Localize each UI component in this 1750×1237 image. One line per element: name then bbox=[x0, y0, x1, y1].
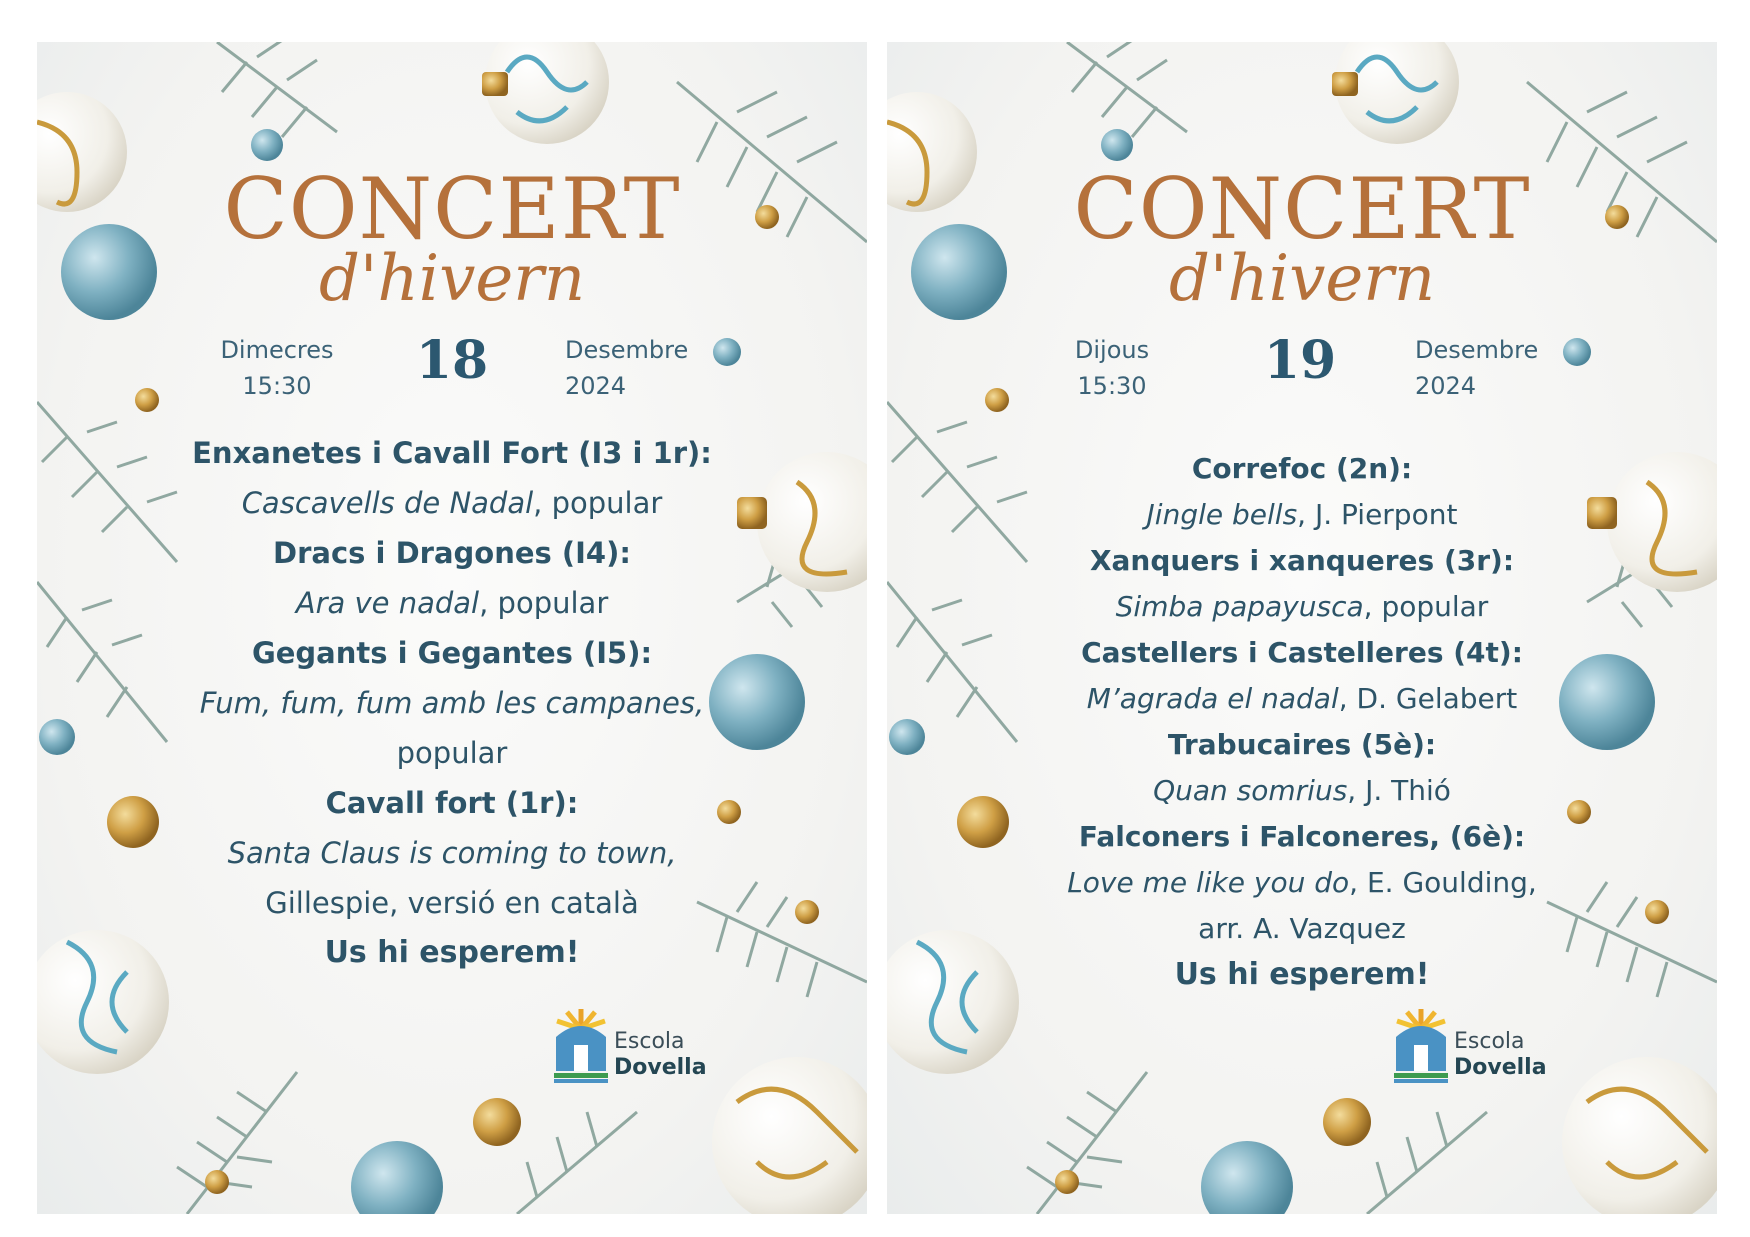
song-title: Santa Claus is coming to town, bbox=[227, 836, 677, 870]
song-title: Fum, fum, fum amb les campanes, bbox=[199, 686, 705, 720]
group-name: Correfoc (2n): bbox=[1191, 452, 1413, 485]
month-year bbox=[565, 332, 725, 404]
school-logo bbox=[552, 1007, 722, 1087]
school-name bbox=[1454, 1029, 1547, 1081]
school-name-line1: Escola bbox=[614, 1029, 685, 1054]
song-credit: , J. Pierpont bbox=[1297, 498, 1458, 531]
poster-title: CONCERT bbox=[1073, 160, 1531, 258]
time: 15:30 bbox=[1077, 372, 1147, 400]
day-number: 18 bbox=[415, 330, 489, 391]
time: 15:30 bbox=[242, 372, 312, 400]
weekday-time bbox=[1032, 332, 1192, 404]
weekday: Dijous bbox=[1074, 336, 1150, 364]
weekday: Dimecres bbox=[220, 336, 334, 364]
song-line bbox=[947, 676, 1657, 722]
month-year bbox=[1415, 332, 1575, 404]
song-line bbox=[947, 584, 1657, 630]
poster-subtitle: d'hivern bbox=[1168, 242, 1436, 316]
group-name: Falconers i Falconeres, (6è): bbox=[1078, 820, 1526, 853]
song-title: Love me like you do bbox=[1067, 866, 1350, 899]
month: Desembre bbox=[565, 336, 689, 364]
song-title: Ara ve nadal bbox=[295, 586, 480, 620]
school-logo-icon bbox=[1392, 1007, 1450, 1087]
song-line bbox=[947, 492, 1657, 538]
song-title: Quan somrius bbox=[1153, 774, 1348, 807]
group-name: Cavall fort (1r): bbox=[325, 786, 579, 820]
song-line bbox=[97, 578, 807, 628]
closing-message: Us hi esperem! bbox=[324, 935, 580, 970]
song-credit-line: popular bbox=[396, 736, 508, 770]
song-line bbox=[947, 768, 1657, 814]
song-line bbox=[97, 478, 807, 528]
song-credit: , D. Gelabert bbox=[1338, 682, 1518, 715]
song-title: Cascavells de Nadal bbox=[241, 486, 534, 520]
group-name: Castellers i Castelleres (4t): bbox=[1081, 636, 1523, 669]
song-credit-line: Gillespie, versió en català bbox=[265, 886, 639, 920]
song-title: Simba papayusca bbox=[1115, 590, 1364, 623]
group-name: Enxanetes i Cavall Fort (I3 i 1r): bbox=[192, 436, 712, 470]
song-title-line bbox=[97, 828, 807, 878]
day-number: 19 bbox=[1263, 330, 1337, 391]
song-line bbox=[947, 860, 1657, 906]
school-logo-icon bbox=[552, 1007, 610, 1087]
closing-message: Us hi esperem! bbox=[1174, 957, 1430, 992]
song-credit: , J. Thió bbox=[1347, 774, 1451, 807]
song-arrangement-line: arr. A. Vazquez bbox=[1198, 912, 1406, 945]
song-title: M’agrada el nadal bbox=[1086, 682, 1339, 715]
song-credit: , popular bbox=[533, 486, 663, 520]
song-credit: , E. Goulding, bbox=[1349, 866, 1537, 899]
song-title: Jingle bells bbox=[1146, 498, 1298, 531]
school-name-line1: Escola bbox=[1454, 1029, 1525, 1054]
poster-subtitle: d'hivern bbox=[318, 242, 586, 316]
year: 2024 bbox=[565, 372, 627, 400]
poster-title: CONCERT bbox=[223, 160, 681, 258]
group-name: Dracs i Dragones (I4): bbox=[273, 536, 631, 570]
school-name-line2: Dovella bbox=[1454, 1055, 1547, 1080]
year: 2024 bbox=[1415, 372, 1477, 400]
song-credit: , popular bbox=[1363, 590, 1489, 623]
school-name-line2: Dovella bbox=[614, 1055, 707, 1080]
school-name bbox=[614, 1029, 707, 1081]
month: Desembre bbox=[1415, 336, 1539, 364]
group-name: Trabucaires (5è): bbox=[1167, 728, 1437, 761]
school-logo bbox=[1392, 1007, 1562, 1087]
weekday-time bbox=[197, 332, 357, 404]
song-title-line bbox=[97, 678, 807, 728]
group-name: Xanquers i xanqueres (3r): bbox=[1089, 544, 1515, 577]
song-credit: , popular bbox=[479, 586, 609, 620]
poster-left bbox=[37, 42, 867, 1214]
program-list bbox=[947, 446, 1657, 998]
program-list bbox=[97, 428, 807, 978]
poster-right bbox=[887, 42, 1717, 1214]
group-name: Gegants i Gegantes (I5): bbox=[251, 636, 653, 670]
